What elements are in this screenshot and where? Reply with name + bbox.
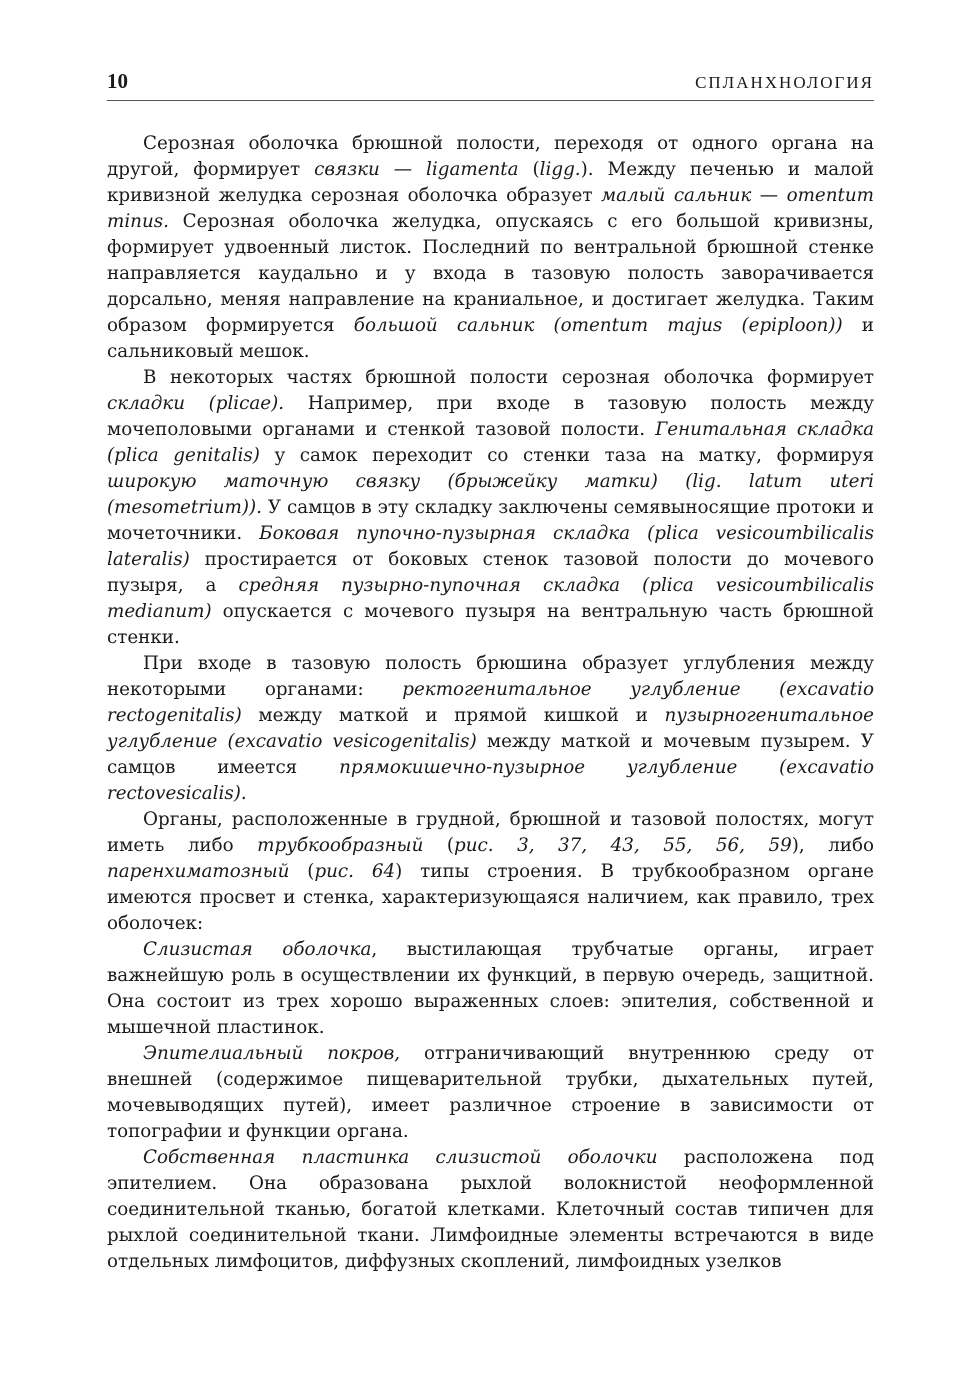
italic-term: Генитальная складка (plica genitalis) xyxy=(107,419,875,466)
italic-term: средняя пузырно-пупочная складка (plica vesicoumbilicalis medianum) xyxy=(107,575,875,622)
paragraph xyxy=(107,1041,874,1145)
italic-term: рис. 3, 37, 43, 55, 56, 59 xyxy=(454,835,792,856)
text-run: у самок переходит со стенки таза на матку, формируя xyxy=(259,445,874,466)
text-run: Например, при входе в тазовую полость между мочеполовыми органами и стенкой тазовой полости. xyxy=(107,393,874,440)
text-run: отграничивающий внутреннюю среду от внешней (содержимое пищеварительной трубки, дыхательных путей, мочевыводящих путей), имеет различное строение в зависимости от топографии и функции органа. xyxy=(107,1043,875,1142)
text-run: простирается от боковых стенок тазовой полости до мочевого пузыря, а xyxy=(107,549,874,596)
italic-term: ligg. xyxy=(539,159,581,180)
text-run: ), либо xyxy=(791,835,875,856)
text-run: Органы, расположенные в грудной, брюшной и тазовой полостях, могут иметь либо xyxy=(107,809,874,856)
italic-term: пузырногенитальное углубление (excavatio vesicogenitalis) xyxy=(107,705,874,752)
italic-term: широкую маточную связку (брыжейку матки) (lig. latum uteri (mesometrium)). xyxy=(107,471,874,518)
text-run: Серозная оболочка желудка, опускаясь с его большой кривизны, формирует удвоенный листок. Последний по вентральной брюшной стенке направляется каудально и у входа в тазовую полость заворачивается дорсально, меняя направление на краниальное, и достигает желудка. Таким образом формируется xyxy=(107,211,874,336)
text-run: ) типы строения. В трубкообразном органе имеются просвет и стенка, характеризующаяся наличием, как правило, трех оболочек: xyxy=(107,861,874,934)
italic-term: Собственная пластинка слизистой оболочки xyxy=(143,1147,658,1168)
italic-term: Слизистая оболочка xyxy=(143,939,372,960)
italic-term: паренхиматозный xyxy=(107,861,290,882)
text-run: ( xyxy=(423,835,455,856)
paragraph xyxy=(107,365,874,651)
italic-term: Боковая пупочно-пузырная складка (plica vesicoumbilicalis lateralis) xyxy=(107,523,874,570)
text-run: ( xyxy=(289,861,315,882)
text-run: расположена под эпителием. Она образована рыхлой волокнистой неоформленной соединительной тканью, богатой клетками. Клеточный состав типичен для рыхлой соединительной ткани. Лимфоидные элементы встречаются в виде отдельных лимфоцитов, диффузных скоплений, лимфоидных узелков xyxy=(107,1147,874,1272)
italic-term: рис. 64 xyxy=(314,861,396,882)
text-run: ( xyxy=(518,159,540,180)
paragraph xyxy=(107,1145,874,1275)
body-text xyxy=(107,131,874,1275)
text-run: опускается с мочевого пузыря на вентральную часть брюшной стенки. xyxy=(107,601,874,648)
text-run: В некоторых частях брюшной полости серозная оболочка формирует xyxy=(143,367,874,388)
page-number: 10 xyxy=(107,69,128,93)
paragraph xyxy=(107,807,874,937)
text-run: и сальниковый мешок. xyxy=(107,315,874,362)
italic-term: малый сальник — omentum minus. xyxy=(107,185,874,232)
italic-term: связки — ligamenta xyxy=(314,159,519,180)
italic-term: ректогенитальное углубление (excavatio rectogenitalis) xyxy=(107,679,874,726)
italic-term: трубкообразный xyxy=(257,835,424,856)
text-run: между маткой и прямой кишкой и xyxy=(241,705,665,726)
italic-term: большой сальник (omentum majus (epiploon)) xyxy=(353,315,843,336)
paragraph xyxy=(107,937,874,1041)
text-run: между маткой и мочевым пузырем. У самцов имеется xyxy=(107,731,874,778)
page-header xyxy=(107,66,874,101)
italic-term: Эпителиальный покров, xyxy=(143,1043,401,1064)
text-run: , выстилающая трубчатые органы, играет важнейшую роль в осуществлении их функций, в первую очередь, защитной. Она состоит из трех хорошо выраженных слоев: эпителия, собственной и мышечной пластинок. xyxy=(107,939,874,1038)
text-run: При входе в тазовую полость брюшина образует углубления между некоторыми органами: xyxy=(107,653,874,700)
paragraph xyxy=(107,131,874,365)
italic-term: прямокишечно-пузырное углубление (excavatio rectovesicalis). xyxy=(107,757,874,804)
italic-term: складки (plicae). xyxy=(107,393,285,414)
text-run: Серозная оболочка брюшной полости, переходя от одного органа на другой, формирует xyxy=(107,133,874,180)
paragraph xyxy=(107,651,874,807)
text-run: У самцов в эту складку заключены семявыносящие протоки и мочеточники. xyxy=(107,497,874,544)
running-title: СПЛАНХНОЛОГИЯ xyxy=(695,73,874,92)
text-run: ). Между печенью и малой кривизной желудка серозная оболочка образует xyxy=(107,159,874,206)
